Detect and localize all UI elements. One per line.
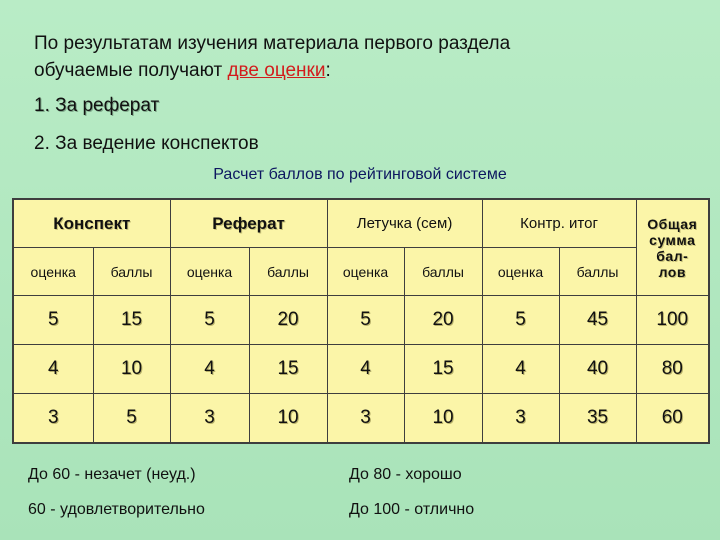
list-item-notes: 2. За ведение конспектов bbox=[34, 133, 259, 154]
table-cell: 15 bbox=[93, 296, 170, 345]
table-cell: 5 bbox=[93, 394, 170, 444]
grade-note-satisfactory: 60 - удовлетворительно bbox=[28, 501, 205, 518]
header-total-line: лов bbox=[658, 263, 686, 280]
intro-line-1: По результатам изучения материала первого раздела bbox=[34, 33, 511, 54]
subheader-points: баллы bbox=[93, 248, 170, 296]
table-cell: 10 bbox=[404, 394, 482, 444]
grade-note-excellent: До 100 - отлично bbox=[349, 501, 475, 518]
table-header-row bbox=[13, 199, 709, 248]
table-cell: 3 bbox=[170, 394, 249, 444]
header-total-line: Общая bbox=[647, 215, 698, 232]
subheader-points: баллы bbox=[249, 248, 327, 296]
intro-line-2-prefix: обучаемые получают bbox=[34, 60, 228, 81]
table-cell: 20 bbox=[404, 296, 482, 345]
table-cell: 4 bbox=[170, 345, 249, 394]
header-total bbox=[636, 199, 709, 296]
grade-note-fail: До 60 - незачет (неуд.) bbox=[28, 466, 196, 483]
table-cell: 40 bbox=[559, 345, 636, 394]
table-cell: 5 bbox=[327, 296, 404, 345]
list-item-essay: 1. За реферат bbox=[34, 95, 160, 116]
subheader-points: баллы bbox=[404, 248, 482, 296]
intro-line-2-suffix: : bbox=[325, 60, 331, 81]
table-cell: 15 bbox=[249, 345, 327, 394]
subheader-grade: оценка bbox=[327, 248, 404, 296]
table-cell: 10 bbox=[93, 345, 170, 394]
subheader-grade: оценка bbox=[13, 248, 93, 296]
table-cell-total: 60 bbox=[636, 394, 709, 444]
table-cell: 35 bbox=[559, 394, 636, 444]
table-cell: 4 bbox=[482, 345, 559, 394]
table-row bbox=[13, 394, 709, 444]
table-cell: 45 bbox=[559, 296, 636, 345]
header-essay: Реферат bbox=[170, 199, 327, 248]
table-caption: Расчет баллов по рейтинговой системе bbox=[213, 166, 507, 183]
header-notes: Конспект bbox=[13, 199, 170, 248]
table-cell: 5 bbox=[13, 296, 93, 345]
table-cell: 4 bbox=[13, 345, 93, 394]
table-cell: 5 bbox=[482, 296, 559, 345]
table-cell: 15 bbox=[404, 345, 482, 394]
table-cell: 4 bbox=[327, 345, 404, 394]
table-cell: 3 bbox=[327, 394, 404, 444]
table-cell: 10 bbox=[249, 394, 327, 444]
table-row bbox=[13, 345, 709, 394]
table-row bbox=[13, 296, 709, 345]
table-cell: 3 bbox=[482, 394, 559, 444]
intro-accent: две оценки bbox=[227, 60, 326, 81]
header-total-line: сумма bbox=[649, 231, 696, 248]
intro-text bbox=[34, 30, 594, 84]
header-total-line: бал- bbox=[656, 247, 689, 264]
table-cell: 20 bbox=[249, 296, 327, 345]
table-cell: 5 bbox=[170, 296, 249, 345]
table-cell: 3 bbox=[13, 394, 93, 444]
intro-line-2 bbox=[34, 57, 594, 84]
rating-table bbox=[12, 198, 710, 444]
table-cell-total: 80 bbox=[636, 345, 709, 394]
subheader-grade: оценка bbox=[170, 248, 249, 296]
subheader-points: баллы bbox=[559, 248, 636, 296]
header-control: Контр. итог bbox=[482, 199, 636, 248]
grade-note-good: До 80 - хорошо bbox=[349, 466, 462, 483]
subheader-grade: оценка bbox=[482, 248, 559, 296]
table-cell-total: 100 bbox=[636, 296, 709, 345]
header-quiz: Летучка (сем) bbox=[327, 199, 482, 248]
table-subheader-row bbox=[13, 248, 709, 296]
